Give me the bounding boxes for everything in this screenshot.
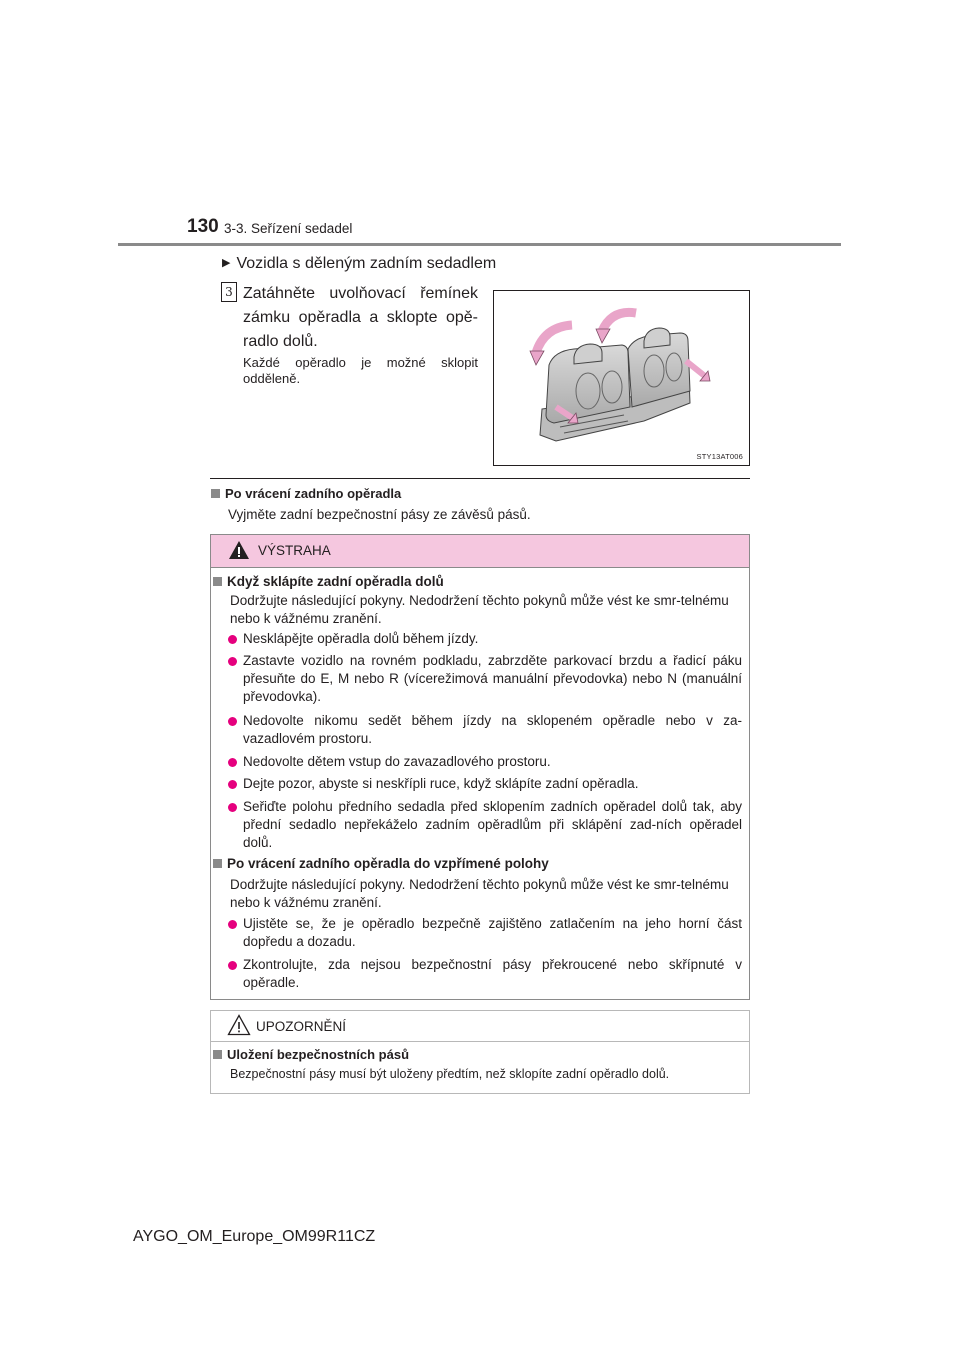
warning-section1-heading-text: Když sklápíte zadní opěradla dolů — [227, 574, 444, 589]
after-return-heading — [211, 486, 401, 501]
after-return-text: Vyjměte zadní bezpečnostní pásy ze závěsů pásů. — [228, 507, 531, 522]
step-number-badge: 3 — [221, 282, 237, 302]
figure-code: STY13AT006 — [696, 452, 743, 461]
notice-item-heading — [213, 1047, 409, 1062]
notice-header — [211, 1011, 749, 1042]
warning-bullet: Seřiďte polohu předního sedadla před sklopením zadních opěradel dolů tak, aby přední sedadlo nepřekáželo zadním opěradlům při sklápění zad-ních opěradel dolů. — [243, 799, 742, 850]
bullet-dot-icon — [228, 758, 237, 767]
rear-seat-folding-illustration-icon — [494, 291, 749, 465]
warning-bullet: Dejte pozor, abyste si neskřípli ruce, když sklápíte zadní opěradla. — [243, 776, 639, 791]
warning-section1-intro: Dodržujte následující pokyny. Nedodržení těchto pokynů může vést ke smr-telnému nebo k vážnému zranění. — [230, 593, 729, 626]
warning-bullet: Nedovolte nikomu sedět během jízdy na sklopeném opěradle nebo v za-vazadlovém prostoru. — [243, 713, 742, 746]
warning-box — [210, 534, 750, 1000]
warning-bullet: Ujistěte se, že je opěradlo bezpečně zajištěno zatlačením na jeho horní část dopředu a dozadu. — [243, 916, 742, 949]
warning-bullet: Zastavte vozidlo na rovném podkladu, zabrzděte parkovací brzdu a řadicí páku přesuňte do E, M nebo R (vícerežimová manuální převodovka) nebo N (manuální převodovka). — [243, 653, 742, 704]
section-divider — [210, 478, 750, 479]
bullet-dot-icon — [228, 920, 237, 929]
after-return-heading-text: Po vrácení zadního opěradla — [225, 486, 402, 501]
step-instruction: Zatáhněte uvolňovací řemínek zámku opěradla a sklopte opě-radlo dolů. — [243, 285, 478, 350]
page-number: 130 — [187, 216, 219, 237]
warning-triangle-icon — [228, 540, 250, 560]
square-bullet-icon — [211, 489, 220, 498]
notice-item-text: Bezpečnostní pásy musí být uloženy předtím, než sklopíte zadní opěradlo dolů. — [230, 1067, 670, 1081]
header-divider — [118, 243, 841, 246]
bullet-dot-icon — [228, 717, 237, 726]
seat-folding-figure — [493, 290, 750, 466]
warning-header — [211, 535, 749, 568]
square-bullet-icon — [213, 859, 222, 868]
bullet-dot-icon — [228, 657, 237, 666]
bullet-dot-icon — [228, 961, 237, 970]
warning-section2-intro: Dodržujte následující pokyny. Nedodržení těchto pokynů může vést ke smr-telnému nebo k vážnému zranění. — [230, 877, 729, 910]
subheading-text: Vozidla s děleným zadním sedadlem — [236, 255, 497, 272]
notice-item-heading-text: Uložení bezpečnostních pásů — [227, 1047, 410, 1062]
warning-bullet: Zkontrolujte, zda nejsou bezpečnostní pásy překroucené nebo skřípnuté v opěradle. — [243, 957, 742, 990]
notice-box — [210, 1010, 750, 1094]
warning-section2-heading — [213, 855, 549, 873]
section-title: 3-3. Seřízení sedadel — [224, 221, 353, 236]
square-bullet-icon — [213, 1050, 222, 1059]
subheading — [222, 255, 496, 273]
caution-triangle-icon — [227, 1014, 251, 1036]
step-note: Každé opěradlo je možné sklopit odděleně. — [243, 355, 478, 386]
triangle-bullet-icon: ▶ — [222, 257, 231, 269]
bullet-dot-icon — [228, 780, 237, 789]
bullet-dot-icon — [228, 803, 237, 812]
square-bullet-icon — [213, 577, 222, 586]
warning-title: VÝSTRAHA — [258, 543, 331, 558]
warning-bullet: Nesklápějte opěradla dolů během jízdy. — [243, 631, 479, 646]
bullet-dot-icon — [228, 635, 237, 644]
warning-section1-heading — [213, 573, 444, 591]
warning-bullet: Nedovolte dětem vstup do zavazadlového prostoru. — [243, 754, 551, 769]
footer-document-code: AYGO_OM_Europe_OM99R11CZ — [133, 1228, 376, 1245]
warning-section2-heading-text: Po vrácení zadního opěradla do vzpřímené polohy — [227, 856, 549, 871]
notice-title: UPOZORNĚNÍ — [256, 1019, 347, 1034]
